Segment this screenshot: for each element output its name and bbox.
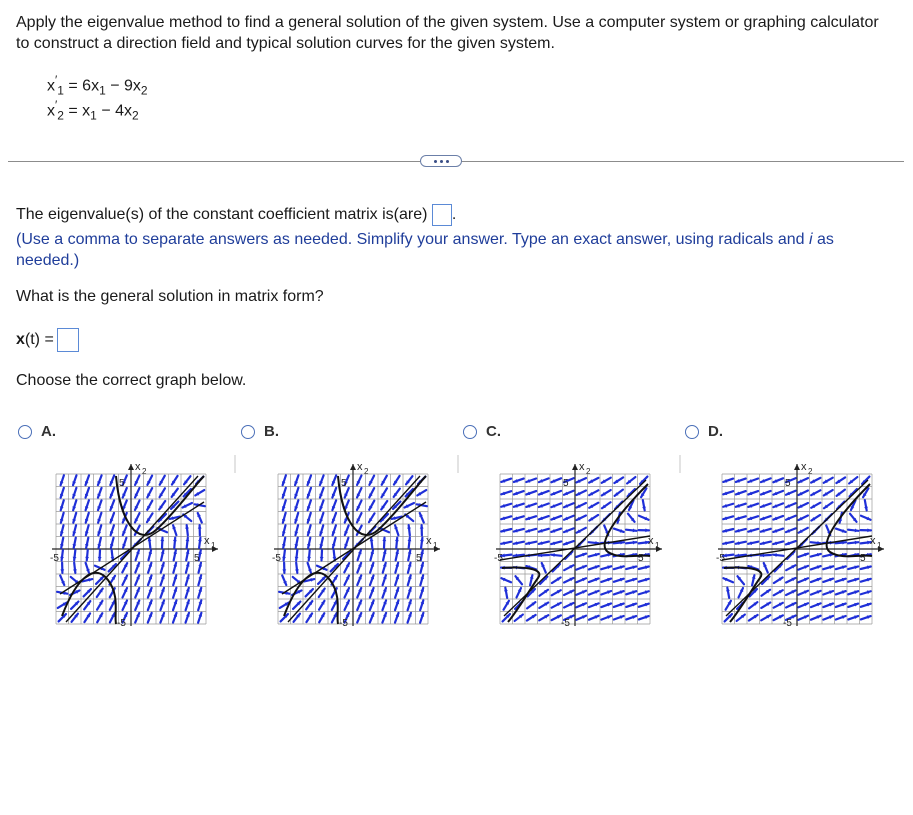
tick-label-y-neg: -5 bbox=[339, 618, 348, 629]
graph-option-d[interactable] bbox=[706, 452, 896, 637]
answer-hint: (Use a comma to separate answers as needed. Simplify your answer. Type an exact answer, using radicals and i as needed.) bbox=[16, 231, 834, 269]
y-axis-arrowhead bbox=[572, 464, 578, 470]
tick-label-x-neg: -5 bbox=[494, 553, 503, 564]
eigenvalue-answer-box[interactable] bbox=[432, 204, 452, 226]
general-solution-row: x (t) = bbox=[16, 328, 79, 352]
tick-label-y-neg: -5 bbox=[783, 618, 792, 629]
graph-option-a[interactable] bbox=[40, 452, 230, 637]
tick-label-x-neg: -5 bbox=[716, 553, 725, 564]
y-axis-label: x bbox=[357, 461, 363, 473]
tick-label-x-pos: 5 bbox=[194, 553, 200, 564]
direction-arrowhead bbox=[867, 528, 871, 532]
column-separator bbox=[679, 455, 681, 473]
x-axis-label-sub: 1 bbox=[211, 541, 216, 550]
equation-2: $x'_2 = x_1 - 4x_2$ bbox=[47, 98, 139, 123]
x-axis-label: x bbox=[426, 535, 432, 547]
radio-b[interactable] bbox=[241, 425, 255, 439]
graph-option-c[interactable] bbox=[484, 452, 674, 637]
y-axis-arrowhead bbox=[128, 464, 134, 470]
x-axis-label: x bbox=[204, 535, 210, 547]
general-solution-answer-box[interactable] bbox=[57, 328, 79, 352]
y-axis-arrowhead bbox=[350, 464, 356, 470]
x-axis-label-sub: 1 bbox=[655, 541, 660, 550]
graph-question: Choose the correct graph below. bbox=[16, 372, 247, 389]
tick-label-x-neg: -5 bbox=[272, 553, 281, 564]
equation-1: $x'_1 = 6x_1 - 9x_2$ bbox=[47, 73, 148, 98]
option-c[interactable]: C. bbox=[463, 423, 501, 440]
tick-label-x-neg: -5 bbox=[50, 553, 59, 564]
y-axis-label-sub: 2 bbox=[142, 467, 147, 476]
tick-label-y-neg: -5 bbox=[561, 618, 570, 629]
dot-icon bbox=[440, 160, 443, 163]
direction-arrowhead bbox=[160, 538, 164, 542]
x-axis-label-sub: 1 bbox=[877, 541, 882, 550]
radio-c[interactable] bbox=[463, 425, 477, 439]
dot-icon bbox=[434, 160, 437, 163]
x-axis-label: x bbox=[870, 535, 876, 547]
direction-arrowhead bbox=[320, 557, 324, 561]
general-solution-question: What is the general solution in matrix form? bbox=[16, 288, 324, 305]
direction-arrowhead bbox=[60, 569, 64, 573]
y-axis-label-sub: 2 bbox=[808, 467, 813, 476]
tick-label-x-pos: 5 bbox=[638, 553, 644, 564]
y-axis-label: x bbox=[801, 461, 807, 473]
direction-arrowhead bbox=[282, 569, 286, 573]
direction-arrowhead bbox=[98, 557, 102, 561]
problem-prompt: Apply the eigenvalue method to find a general solution of the given system. Use a computer system or graphing calculator to construct a direction field and typical solution curves for the given system. bbox=[16, 14, 879, 52]
direction-arrowhead bbox=[198, 525, 202, 529]
direction-arrowhead bbox=[420, 525, 424, 529]
tick-label-y-pos: 5 bbox=[563, 478, 569, 489]
column-separator bbox=[457, 455, 459, 473]
x-axis-label-sub: 1 bbox=[433, 541, 438, 550]
direction-arrowhead bbox=[382, 538, 386, 542]
tick-label-x-pos: 5 bbox=[860, 553, 866, 564]
eigenvalue-question: The eigenvalue(s) of the constant coefficient matrix is(are) . bbox=[16, 204, 456, 226]
option-a[interactable]: A. bbox=[18, 423, 56, 440]
x-axis-label: x bbox=[648, 535, 654, 547]
y-axis-arrowhead bbox=[794, 464, 800, 470]
radio-a[interactable] bbox=[18, 425, 32, 439]
tick-label-x-pos: 5 bbox=[416, 553, 422, 564]
y-axis-label: x bbox=[135, 461, 141, 473]
option-d[interactable]: D. bbox=[685, 423, 723, 440]
dot-icon bbox=[446, 160, 449, 163]
column-separator bbox=[234, 455, 236, 473]
tick-label-y-pos: 5 bbox=[785, 478, 791, 489]
show-more-button[interactable] bbox=[420, 155, 462, 167]
graph-option-b[interactable] bbox=[262, 452, 452, 637]
y-axis-label-sub: 2 bbox=[364, 467, 369, 476]
tick-label-y-pos: 5 bbox=[341, 478, 347, 489]
y-axis-label: x bbox=[579, 461, 585, 473]
option-b[interactable]: B. bbox=[241, 423, 279, 440]
tick-label-y-pos: 5 bbox=[119, 478, 125, 489]
direction-arrowhead bbox=[645, 528, 649, 532]
tick-label-y-neg: -5 bbox=[117, 618, 126, 629]
y-axis-label-sub: 2 bbox=[586, 467, 591, 476]
radio-d[interactable] bbox=[685, 425, 699, 439]
